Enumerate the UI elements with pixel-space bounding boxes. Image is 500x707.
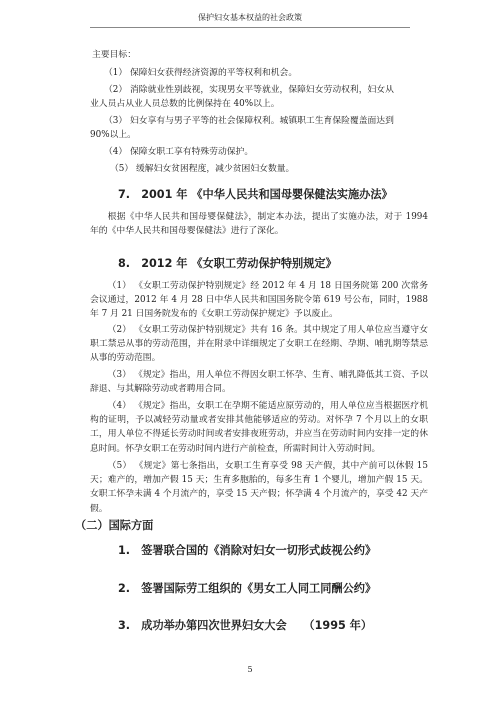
section-8-paragraph: （5） 《规定》第七条指出，女职工生育享受 98 天产假，其中产前可以休假 15 天；难产的，增加产假 15 天；生育多胞胎的，每多生育 1 个婴儿，增加产假 15 天。女职工怀孕未满 4 个月流产的，享受 15 天产假；怀孕满 4 个月流产的，享受 42 天产假。 xyxy=(90,461,428,514)
page-number: 5 xyxy=(247,665,253,674)
goal-item: （3） 妇女享有与男子平等的社会保障权利。城镇职工生育保险覆盖面达到 xyxy=(104,116,394,126)
international-item: 3. 成功举办第四次世界妇女大会 （1995 年） xyxy=(118,619,373,632)
international-item: 1. 签署联合国的《消除对妇女一切形式歧视公约》 xyxy=(118,544,377,557)
section-8-paragraph: （4） 《规定》指出，女职工在孕期不能适应原劳动的，用人单位应当根据医疗机构的证明，予以减轻劳动量或者安排其他能够适应的劳动。对怀孕 7 个月以上的女职工，用人单位不得延长劳动时间或者安排夜班劳动，并应当在劳动时间内安排一定的休息时间。怀孕女职工在劳动时间内进行产前检查，所需时间计入劳动时间。 xyxy=(90,401,428,454)
section-8-title: 8. 2012 年 《女职工劳动保护特别规定》 xyxy=(118,257,337,270)
goal-item: （5） 缓解妇女贫困程度，减少贫困妇女数量。 xyxy=(110,164,295,174)
section-8-paragraph: （1） 《女职工劳动保护特别规定》经 2012 年 4 月 18 日国务院第 200 次常务会议通过，2012 年 4 月 28 日中华人民共和国国务院令第 619 号公布，同时，1988 年 7 月 21 日国务院发布的《女职工劳动保护规定》予以废止。 xyxy=(90,281,428,320)
goal-item: （4） 保障女职工享有特殊劳动保护。 xyxy=(104,147,254,157)
goal-item: （1） 保障妇女获得经济资源的平等权利和机会。 xyxy=(104,68,298,78)
section-8-paragraph: （3） 《规定》指出，用人单位不得因女职工怀孕、生育、哺乳降低其工资、予以辞退、与其解除劳动或者聘用合同。 xyxy=(90,370,428,395)
running-header: 保护妇女基本权益的社会政策 xyxy=(90,12,410,28)
international-item: 2. 签署国际劳工组织的《男女工人同工同酬公约》 xyxy=(118,582,377,595)
goal-item: 90%以上。 xyxy=(90,130,136,140)
goal-item: （2） 消除就业性别歧视，实现男女平等就业，保障妇女劳动权利，妇女从 xyxy=(104,85,394,95)
section-7-title: 7. 2001 年 《中华人民共和国母婴保健法实施办法》 xyxy=(118,188,393,201)
section-8-paragraph: （2） 《女职工劳动保护特别规定》共有 16 条。其中规定了用人单位应当遵守女职工禁忌从事的劳动范围，并在附录中详细规定了女职工在经期、孕期、哺乳期等禁忌从事的劳动范围。 xyxy=(90,325,428,364)
goals-heading: 主要目标： xyxy=(92,50,136,60)
international-heading: （二）国际方面 xyxy=(75,519,154,532)
section-7-paragraph: 根据《中华人民共和国母婴保健法》，制定本办法，提出了实施办法，对于 1994 年的《中华人民共和国母婴保健法》进行了深化。 xyxy=(90,212,428,237)
goal-item: 业人员占从业人员总数的比例保持在 40%以上。 xyxy=(90,99,280,109)
